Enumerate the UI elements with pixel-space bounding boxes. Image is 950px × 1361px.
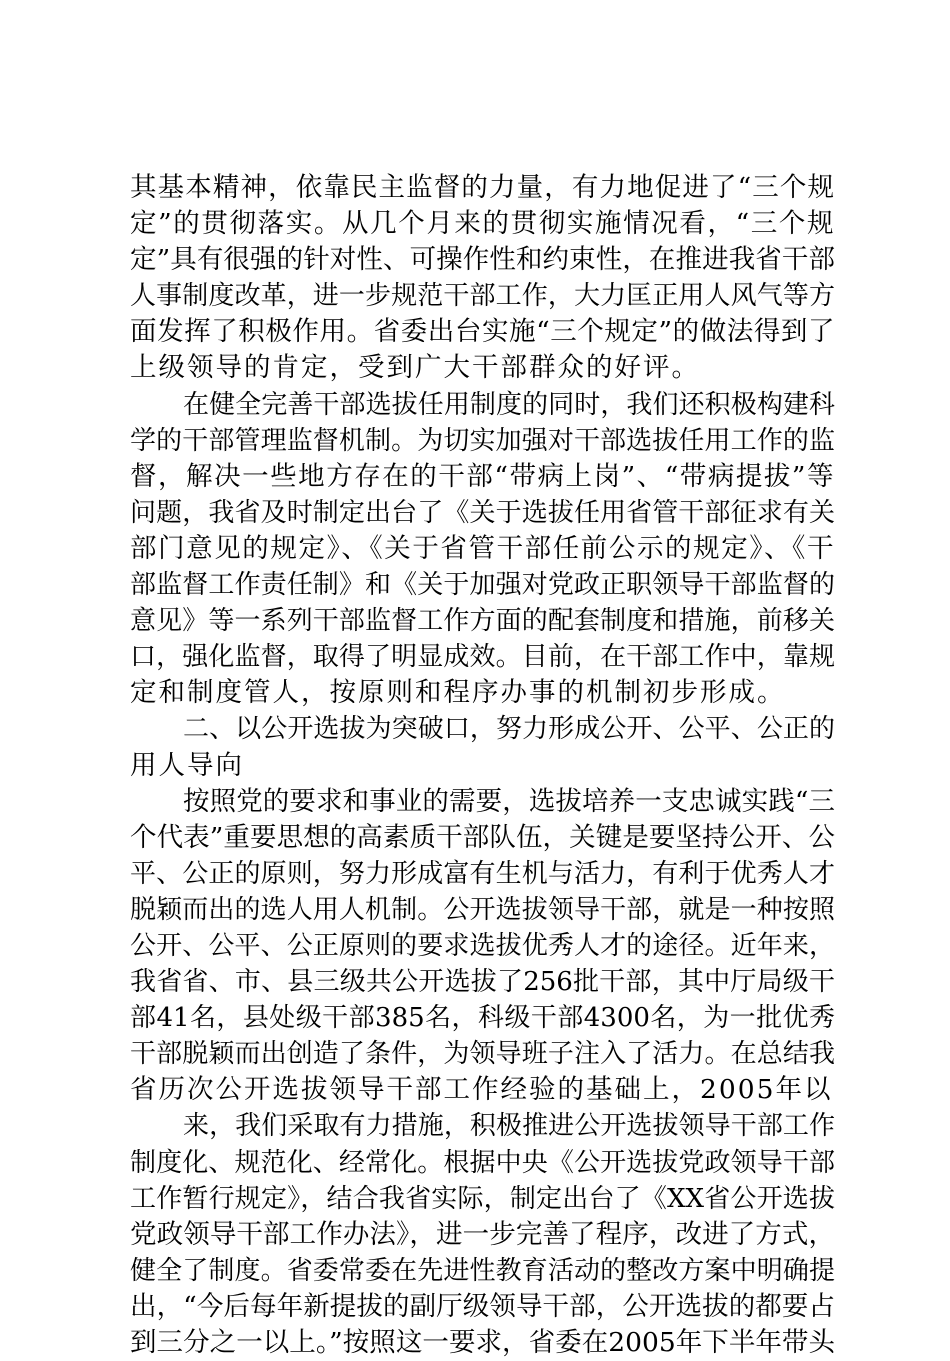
text-line: 按照党的要求和事业的需要，选拔培养一支忠诚实践“三 [183,785,835,817]
text-line: 出，“今后每年新提拔的副厅级领导干部，公开选拔的都要占 [130,1290,835,1322]
text-line: 脱颖而出的选人用人机制。公开选拔领导干部，就是一种按照 [130,894,835,925]
text-line: 健全了制度。省委常委在先进性教育活动的整改方案中明确提 [130,1255,835,1286]
text-line: 督，解决一些地方存在的干部“带病上岗”、“带病提拔”等 [130,460,835,492]
text-line: 用人导向 [130,749,244,781]
text-line: 上级领导的肯定，受到广大干部群众的好评。 [130,352,700,384]
text-line: 我省省、市、县三级共公开选拔了256批干部，其中厅局级干 [130,967,835,998]
text-line: 党政领导干部工作办法》，进一步完善了程序，改进了方式， [130,1218,835,1250]
text-line: 平、公正的原则，努力形成富有生机与活力，有利于优秀人才 [130,858,835,889]
text-line: 部41名，县处级干部385名，科级干部4300名，为一批优秀 [130,1003,835,1034]
text-line: 在健全完善干部选拔任用制度的同时，我们还积极构建科 [183,389,835,420]
text-line: 问题，我省及时制定出台了《关于选拔任用省管干部征求有关 [130,497,835,528]
text-line: 学的干部管理监督机制。为切实加强对干部选拔任用工作的监 [130,425,835,456]
text-line: 工作暂行规定》，结合我省实际，制定出台了《XX省公开选拔 [130,1183,835,1214]
text-line: 部监督工作责任制》和《关于加强对党政正职领导干部监督的 [130,570,835,601]
text-line: 面发挥了积极作用。省委出台实施“三个规定”的做法得到了 [130,316,835,348]
text-line: 其基本精神，依靠民主监督的力量，有力地促进了“三个规 [130,172,835,203]
text-line: 部门意见的规定》、《关于省管干部任前公示的规定》、《干 [130,532,835,564]
text-line: 干部脱颖而出创造了条件，为领导班子注入了活力。在总结我 [130,1039,835,1070]
text-line: 定”的贯彻落实。从几个月来的贯彻实施情况看，“三个规 [130,208,835,240]
text-line: 二、以公开选拔为突破口，努力形成公开、公平、公正的 [183,714,835,745]
text-line: 口，强化监督，取得了明显成效。目前，在干部工作中，靠规 [130,642,835,673]
text-line: 个代表”重要思想的高素质干部队伍，关键是要坚持公开、公 [130,821,835,853]
text-line: 来，我们采取有力措施，积极推进公开选拔领导干部工作 [183,1111,835,1142]
text-line: 公开、公平、公正原则的要求选拔优秀人才的途径。近年来， [130,930,835,961]
text-line: 定”具有很强的针对性、可操作性和约束性，在推进我省干部 [130,244,835,276]
text-line: 人事制度改革，进一步规范干部工作，大力匡正用人风气等方 [130,281,835,312]
text-line: 意见》等一系列干部监督工作方面的配套制度和措施，前移关 [130,606,835,637]
text-line: 到三分之一以上。”按照这一要求，省委在2005年下半年带头 [130,1327,835,1358]
text-line: 定和制度管人，按原则和程序办事的机制初步形成。 [130,677,786,709]
text-line: 制度化、规范化、经常化。根据中央《公开选拔党政领导干部 [130,1147,835,1178]
text-line: 省历次公开选拔领导干部工作经验的基础上，2005年以 [130,1074,833,1106]
body-text [130,170,835,1361]
